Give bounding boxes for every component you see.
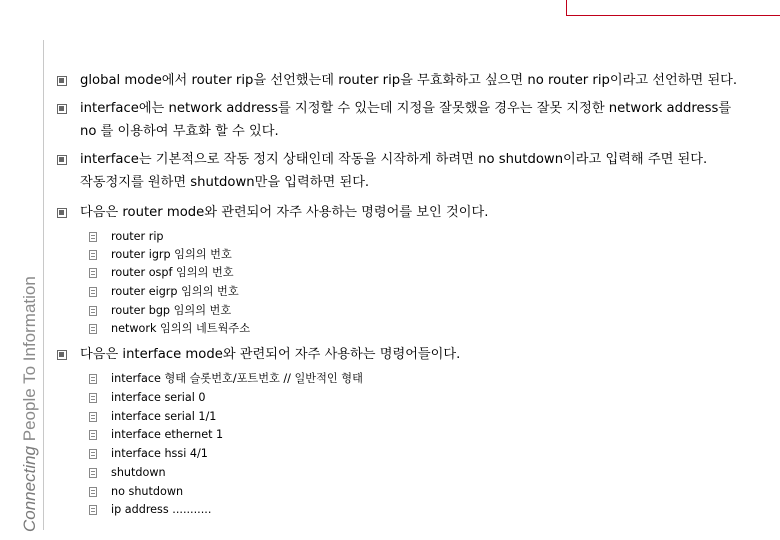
header-frame xyxy=(566,0,780,16)
bullet-icon xyxy=(57,155,67,165)
bullet-1-line-1: global mode에서 router rip을 선언했는데 router rip을 무효화하고 싶으면 no router rip이라고 선언하면 된다. xyxy=(80,73,738,88)
bullet-2-line-1: interface에는 network address를 지정할 수 있는데 지정을 잘못했을 경우는 잘못 지정한 network address를 xyxy=(80,101,732,116)
bullet-3-line-2: 작동정지를 원하면 shutdown만을 입력하면 된다. xyxy=(80,175,370,190)
sub-bullet-icon xyxy=(89,486,97,498)
interface-cmd-6: shutdown xyxy=(111,466,166,479)
sub-bullet-icon xyxy=(89,392,97,404)
interface-cmd-4: interface ethernet 1 xyxy=(111,428,224,441)
bullet-icon xyxy=(57,208,67,218)
bullet-icon xyxy=(57,76,67,86)
sub-bullet-icon xyxy=(89,448,97,460)
sub-bullet-icon xyxy=(89,429,97,441)
interface-cmd-8: ip address ........... xyxy=(111,503,212,516)
router-cmd-4: router eigrp 임의의 번호 xyxy=(111,285,239,298)
bullet-2-line-2: no 를 이용하여 무효화 할 수 있다. xyxy=(80,124,279,139)
sub-bullet-icon xyxy=(89,373,97,385)
interface-cmd-3: interface serial 1/1 xyxy=(111,410,217,423)
sub-bullet-icon xyxy=(89,286,97,298)
interface-cmd-2: interface serial 0 xyxy=(111,391,206,404)
router-cmd-3: router ospf 임의의 번호 xyxy=(111,266,234,279)
bullet-4-line-1: 다음은 router mode와 관련되어 자주 사용하는 명령어를 보인 것이다. xyxy=(80,205,489,220)
interface-cmd-1: interface 형태 슬롯번호/포트번호 // 일반적인 형태 xyxy=(111,372,363,385)
sub-bullet-icon xyxy=(89,504,97,516)
sub-bullet-icon xyxy=(89,323,97,335)
sub-bullet-icon xyxy=(89,267,97,279)
router-cmd-5: router bgp 임의의 번호 xyxy=(111,304,232,317)
sub-bullet-icon xyxy=(89,305,97,317)
bullet-icon xyxy=(57,350,67,360)
sub-bullet-icon xyxy=(89,467,97,479)
bullet-5-line-1: 다음은 interface mode와 관련되어 자주 사용하는 명령어들이다. xyxy=(80,347,461,362)
brand-italic: Connecting xyxy=(20,445,39,532)
bullet-3-line-1: interface는 기본적으로 작동 정지 상태인데 작동을 시작하게 하려면 no shutdown이라고 입력해 주면 된다. xyxy=(80,152,708,167)
vertical-divider xyxy=(43,40,44,530)
sub-bullet-icon xyxy=(89,231,97,243)
interface-cmd-5: interface hssi 4/1 xyxy=(111,447,208,460)
sub-bullet-icon xyxy=(89,411,97,423)
brand-rest: People To Information xyxy=(20,276,39,446)
sub-bullet-icon xyxy=(89,249,97,261)
router-cmd-1: router rip xyxy=(111,230,164,243)
router-cmd-2: router igrp 임의의 번호 xyxy=(111,248,232,261)
bullet-icon xyxy=(57,104,67,114)
interface-cmd-7: no shutdown xyxy=(111,485,184,498)
side-brand-label xyxy=(20,276,40,532)
router-cmd-6: network 임의의 네트웍주소 xyxy=(111,322,251,335)
